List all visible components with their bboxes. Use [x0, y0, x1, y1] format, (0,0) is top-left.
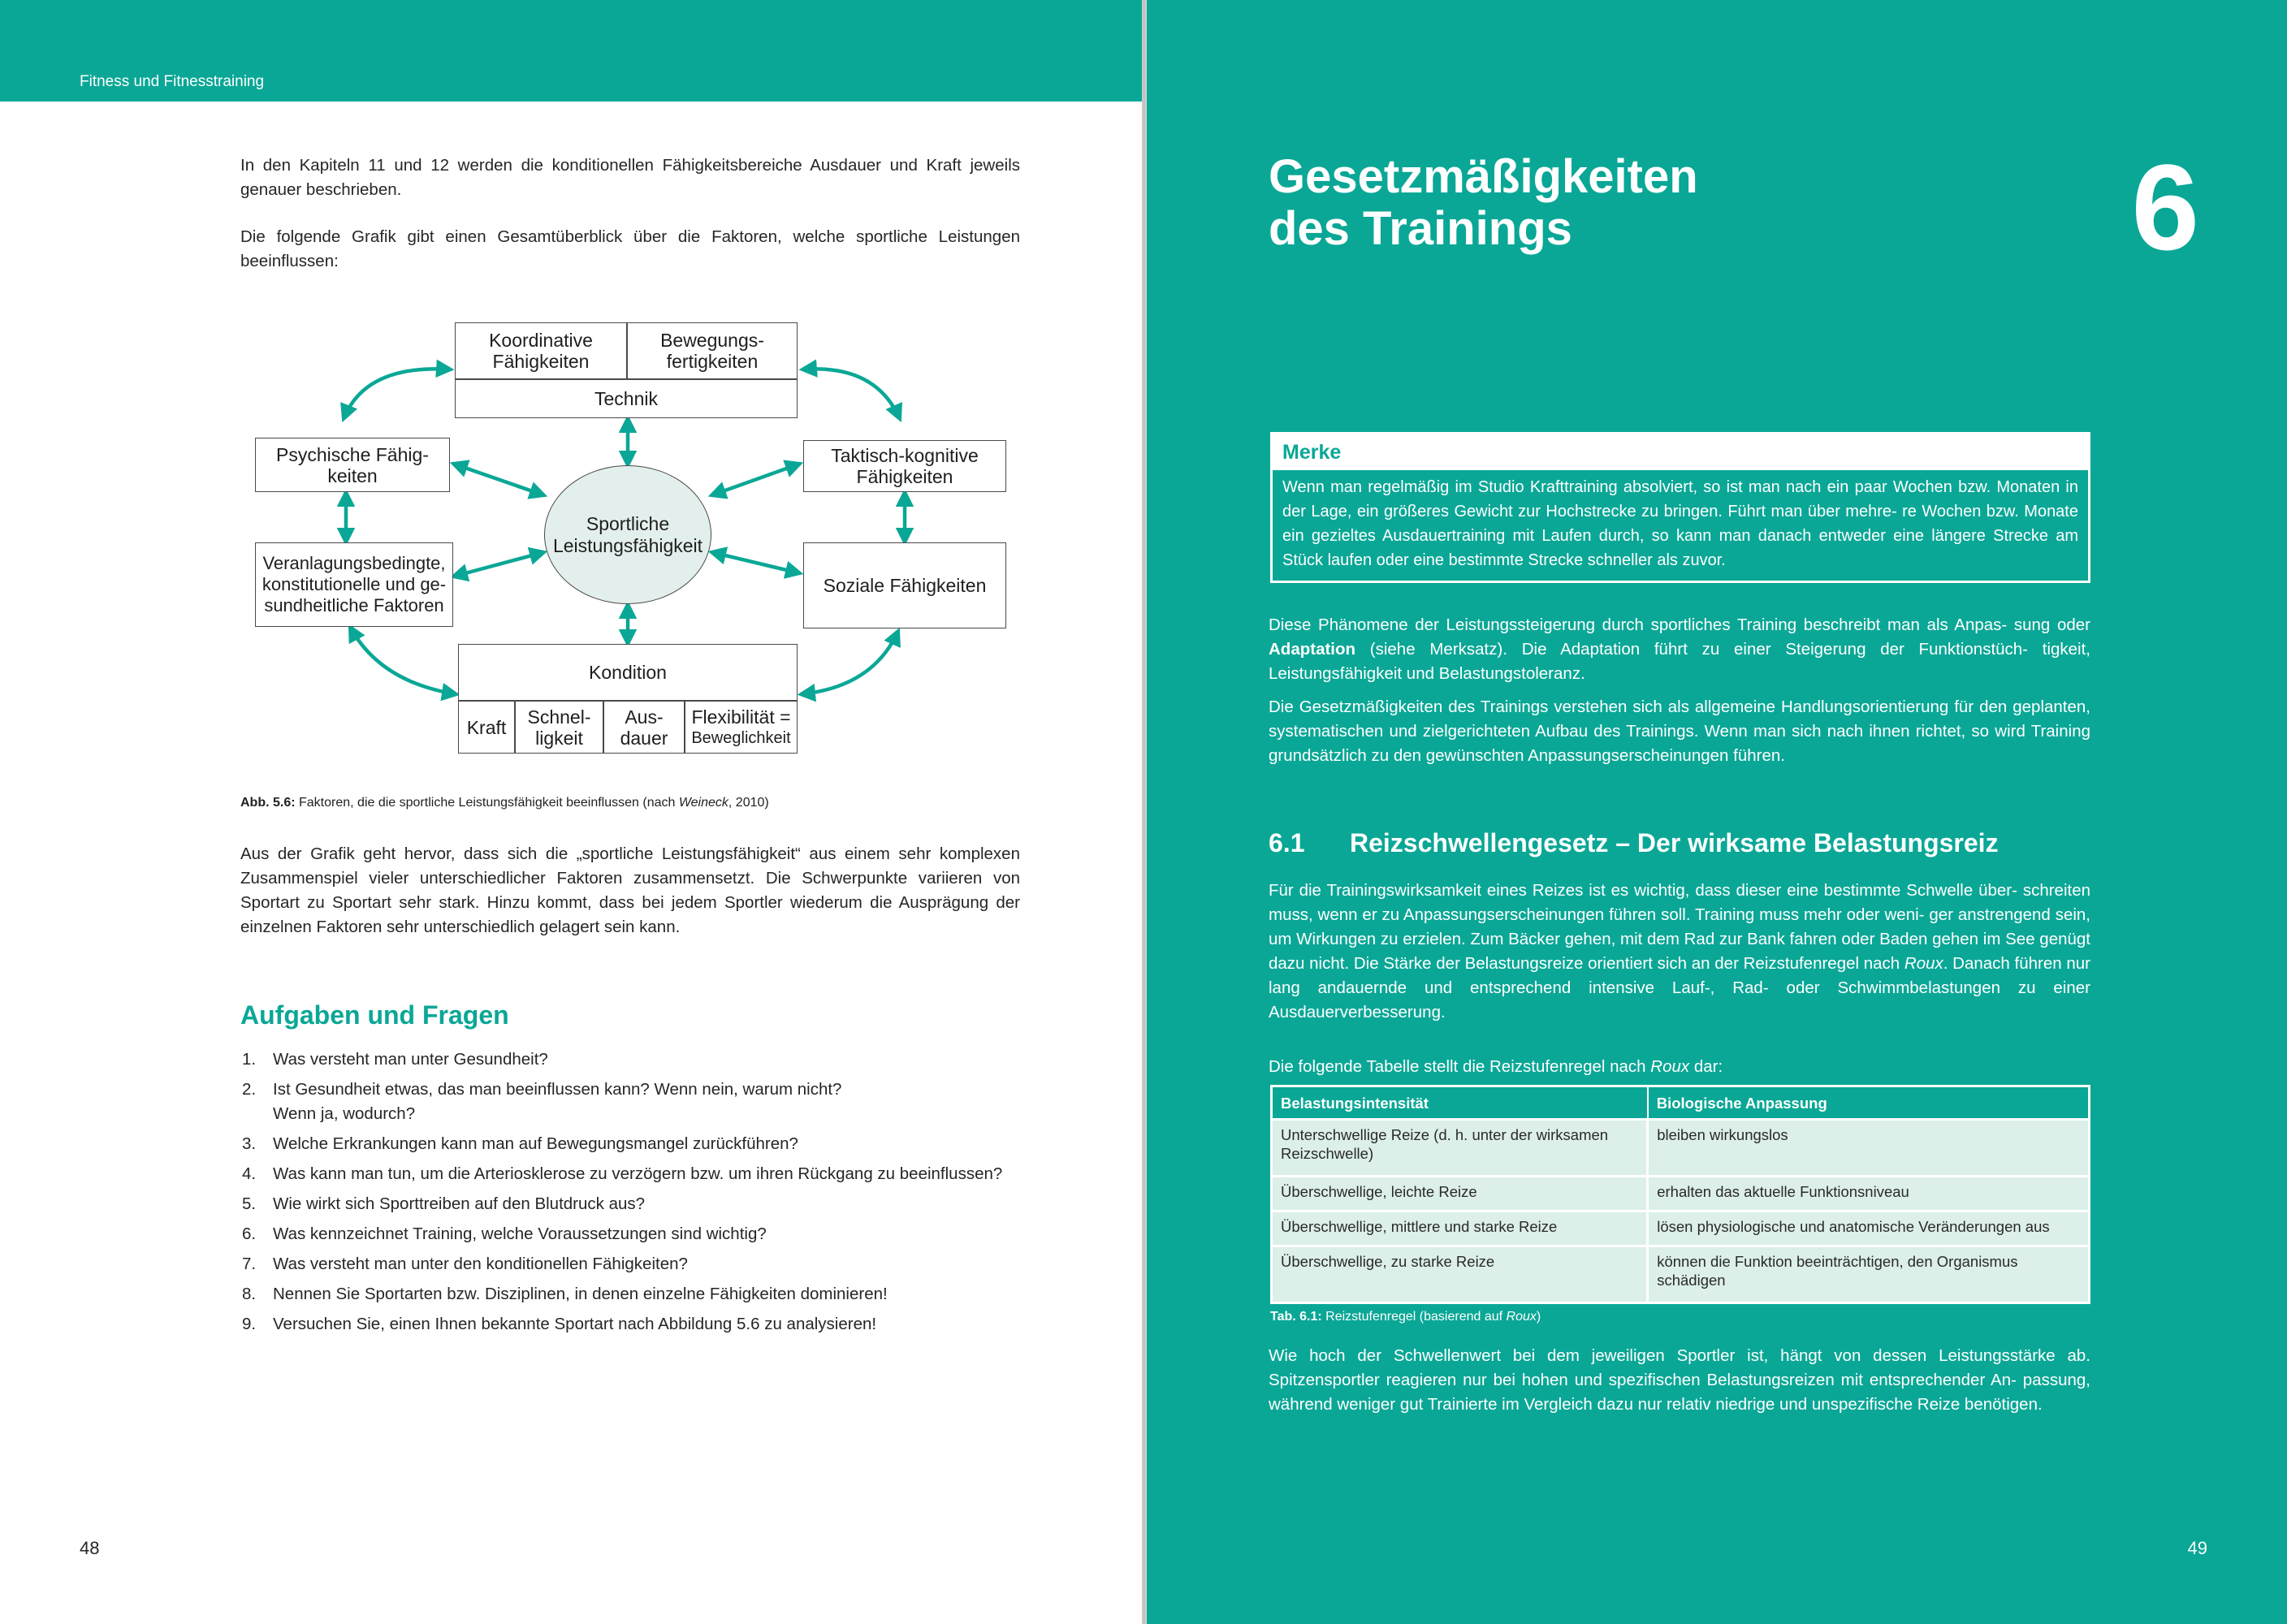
question-text: Wie wirkt sich Sporttreiben auf den Blutdruck aus? — [273, 1194, 646, 1213]
list-item — [242, 1132, 1038, 1156]
list-item — [242, 1252, 1038, 1276]
table-header-row — [1272, 1086, 2090, 1120]
table-row — [1272, 1211, 2090, 1246]
page-number-left: 48 — [80, 1538, 100, 1558]
question-number: 9. — [242, 1315, 257, 1333]
chapter-title-line2: des Trainings — [1269, 202, 1572, 255]
question-number: 4. — [242, 1164, 257, 1183]
table-cell: können die Funktion beeinträchtigen, den Organismus schädigen — [1648, 1246, 2090, 1303]
table-cell: Überschwellige, mittlere und starke Reize — [1272, 1211, 1648, 1246]
question-number: 5. — [242, 1194, 257, 1213]
figure-caption-author: Weineck — [678, 796, 728, 810]
reizschwelle-text-b: . Danach führen nur lang andauernde und entsprechend intensive Lauf-, Rad- oder Schwimmbelastungen zu einer Ausdauerverbesserung. — [1269, 954, 2090, 1021]
section-number: 6.1 — [1269, 828, 1305, 857]
question-number: 8. — [242, 1285, 257, 1303]
circle-sportliche-leistungsfaehigkeit: Sportliche Leistungsfähigkeit — [544, 465, 711, 604]
merke-text: Wenn man regelmäßig im Studio Krafttraining absolviert, so ist man nach ein paar Wochen bzw. Monaten in der Lage, ein größeres Gewicht zur Hochstrecke zu bringen. Führt man über mehre- re Wochen bzw. Monate ein gezieltes Ausdauertraining mit Laufen durch, so kann man danach entweder eine längere Strecke am Stück laufen oder eine bestimmte Strecke schneller als zuvor. — [1282, 478, 2078, 569]
running-head: Fitness und Fitnesstraining — [80, 73, 265, 90]
arrow-veranlagung-center — [453, 552, 544, 577]
reizschwelle-paragraph — [1269, 879, 2090, 1025]
section-title: Reizschwellengesetz – Der wirksame Belastungsreiz — [1350, 828, 1999, 857]
figure-caption-label: Abb. 5.6: — [240, 796, 296, 810]
table-cell: lösen physiologische und anatomische Veränderungen aus — [1648, 1211, 2090, 1246]
question-number: 1. — [242, 1050, 257, 1069]
box-schnelligkeit: Schnel- ligkeit — [515, 701, 603, 754]
adaptation-term: Adaptation — [1269, 640, 1356, 659]
table-intro-text-a: Die folgende Tabelle stellt die Reizstufenregel nach — [1269, 1057, 1651, 1076]
list-item — [242, 1047, 1038, 1072]
table-intro-text-b: dar: — [1689, 1057, 1723, 1076]
reizschwelle-text-a: Für die Trainingswirksamkeit eines Reizes ist es wichtig, dass dieser eine bestimmte Schwelle über- schreiten muss, wenn er zu Anpassungserscheinungen führen soll. Training muss mehr oder weni- ger anstrengend sein, um Wirkungen zu erzielen. Zum Bäcker gehen, mit dem Rad zur Bank fahren oder Baden gehen im See genügt dazu nicht. Die Stärke der Belastungsreize orientiert sich an der Reizstufenregel nach — [1269, 881, 2090, 973]
arrow-taktisch-center — [711, 464, 800, 495]
reizstufen-table — [1270, 1085, 2090, 1304]
question-text: Was versteht man unter den konditionellen Fähigkeiten? — [273, 1255, 688, 1273]
box-taktisch-kognitive-faehigkeiten: Taktisch-kognitive Fähigkeiten — [803, 440, 1006, 492]
box-flexibilitaet — [685, 701, 798, 754]
table-caption-end: ) — [1536, 1310, 1541, 1324]
column-header: Belastungsintensität — [1272, 1086, 1648, 1120]
figure-caption-text: Faktoren, die die sportliche Leistungsfähigkeit beeinflussen (nach — [295, 796, 679, 810]
curve-taktisch-top — [802, 369, 900, 419]
reizschwelle-roux: Roux — [1904, 954, 1943, 973]
curve-veranlagung-bottom — [350, 627, 456, 694]
table-cell: Überschwellige, zu starke Reize — [1272, 1246, 1648, 1303]
question-number: 2. — [242, 1080, 257, 1099]
question-text: Welche Erkrankungen kann man auf Bewegungsmangel zurückführen? — [273, 1134, 798, 1153]
graphic-intro-paragraph: Die folgende Grafik gibt einen Gesamtüberblick über die Faktoren, welche sportliche Leistungen beeinflussen: — [240, 227, 1020, 270]
chapter-number: 6 — [2131, 139, 2199, 275]
question-text-line1: Ist Gesundheit etwas, das man beeinflussen kann? Wenn nein, warum nicht? — [273, 1080, 842, 1099]
curve-sozial-bottom — [801, 631, 898, 694]
list-item — [242, 1078, 1038, 1126]
chapter-title-line1: Gesetzmäßigkeiten — [1269, 150, 1698, 203]
question-text — [273, 1078, 841, 1126]
table-cell: bleiben wirkungslos — [1648, 1120, 2090, 1177]
leistungsfaehigkeit-diagram — [244, 315, 1015, 762]
table-caption — [1270, 1310, 1541, 1324]
box-ausdauer: Aus- dauer — [603, 701, 685, 754]
figure-caption-year: , 2010) — [728, 796, 769, 810]
column-header: Biologische Anpassung — [1648, 1086, 2090, 1120]
table-row — [1272, 1176, 2090, 1211]
table-cell: erhalten das aktuelle Funktionsniveau — [1648, 1176, 2090, 1211]
table-row — [1272, 1246, 2090, 1303]
question-number: 6. — [242, 1224, 257, 1243]
intro-paragraph: In den Kapiteln 11 und 12 werden die konditionellen Fähigkeitsbereiche Ausdauer und Kraft jeweils genauer beschrieben. — [240, 156, 1020, 199]
table-cell: Überschwellige, leichte Reize — [1272, 1176, 1648, 1211]
chapter-title — [1269, 151, 1698, 255]
list-item — [242, 1162, 1038, 1186]
page-number-right: 49 — [2187, 1538, 2207, 1558]
adaptation-text-a: Diese Phänomene der Leistungssteigerung durch sportliches Training beschreibt man als Anpas- sung oder — [1269, 615, 2090, 634]
table-cell: Unterschwellige Reize (d. h. unter der wirksamen Reizschwelle) — [1272, 1120, 1648, 1177]
schwellenwert-paragraph: Wie hoch der Schwellenwert bei dem jeweiligen Sportler ist, hängt von dessen Leistungsstärke ab. Spitzensportler reagieren nur bei hohen und spezifischen Belastungsreizen mit entsprechender An- passung, während weniger gut Trainierte im Vergleich dazu nur relativ niedrige und unspezifische Reize benötigen. — [1269, 1346, 2090, 1414]
table-intro — [1269, 1055, 2090, 1079]
box-koordinative-faehigkeiten: Koordinative Fähigkeiten — [455, 322, 627, 379]
list-item — [242, 1312, 1038, 1337]
arrow-sozial-center — [711, 552, 800, 573]
question-number: 3. — [242, 1134, 257, 1153]
merke-title: Merke — [1273, 434, 2088, 470]
figure-caption — [240, 796, 769, 810]
curve-psych-top — [344, 369, 451, 419]
table-caption-label: Tab. 6.1: — [1270, 1310, 1322, 1324]
adaptation-text-b: (siehe Merksatz). Die Adaptation führt zu einer Steigerung der Funktionstüch- tigkeit, Leistungsfähigkeit und Belastungstoleranz. — [1269, 640, 2090, 683]
graphic-summary-paragraph: Aus der Grafik geht hervor, dass sich die „sportliche Leistungsfähigkeit“ aus einem sehr komplexen Zusammenspiel vieler unterschiedlicher Faktoren zusammensetzt. Die Schwerpunkte variieren von Sportart zu Sportart sehr stark. Hinzu kommt, dass bei jedem Sportler wiederum die Ausprägung der einzelnen Faktoren sehr unterschiedlich gelagert sein kann. — [240, 844, 1020, 936]
questions-heading: Aufgaben und Fragen — [240, 1000, 509, 1030]
table-caption-roux: Roux — [1506, 1310, 1537, 1324]
table-intro-roux: Roux — [1650, 1057, 1690, 1076]
box-psychische-faehigkeiten: Psychische Fähig- keiten — [255, 438, 450, 492]
question-text: Versuchen Sie, einen Ihnen bekannte Sportart nach Abbildung 5.6 zu analysieren! — [273, 1315, 877, 1333]
left-page — [0, 0, 1142, 1624]
question-text-line2: Wenn ja, wodurch? — [273, 1104, 416, 1123]
question-text: Was versteht man unter Gesundheit? — [273, 1050, 548, 1069]
box-veranlagungsbedingte-faktoren: Veranlagungsbedingte, konstitutionelle und ge- sundheitliche Faktoren — [255, 542, 453, 627]
question-text: Was kennzeichnet Training, welche Voraussetzungen sind wichtig? — [273, 1224, 767, 1243]
arrow-psych-center — [453, 464, 544, 495]
box-kondition: Kondition — [458, 644, 798, 701]
flexibilitaet-label: Flexibilität = — [691, 706, 791, 728]
question-text: Was kann man tun, um die Arteriosklerose zu verzögern bzw. um ihren Rückgang zu beeinflussen? — [273, 1164, 1003, 1183]
table-caption-text: Reizstufenregel (basierend auf — [1321, 1310, 1507, 1324]
question-text: Nennen Sie Sportarten bzw. Disziplinen, in denen einzelne Fähigkeiten dominieren! — [273, 1285, 888, 1303]
adaptation-paragraph — [1269, 613, 2090, 686]
right-page — [1147, 0, 2287, 1624]
list-item — [242, 1192, 1038, 1216]
laws-paragraph: Die Gesetzmäßigkeiten des Trainings verstehen sich als allgemeine Handlungsorientierung für den geplanten, systematischen und zielgerichteten Aufbau des Trainings. Wenn man sich nach ihnen richtet, so wird Training grundsätzlich zu den gewünschten Anpassungserscheinungen führen. — [1269, 698, 2090, 765]
table-row — [1272, 1120, 2090, 1177]
box-bewegungsfertigkeiten: Bewegungs- fertigkeiten — [627, 322, 798, 379]
beweglichkeit-label: Beweglichkeit — [691, 728, 791, 747]
box-kraft: Kraft — [458, 701, 515, 754]
question-number: 7. — [242, 1255, 257, 1273]
list-item — [242, 1282, 1038, 1307]
box-technik: Technik — [455, 379, 798, 418]
questions-list — [242, 1047, 1038, 1342]
list-item — [242, 1222, 1038, 1246]
box-soziale-faehigkeiten: Soziale Fähigkeiten — [803, 542, 1006, 628]
merke-box — [1270, 432, 2090, 583]
